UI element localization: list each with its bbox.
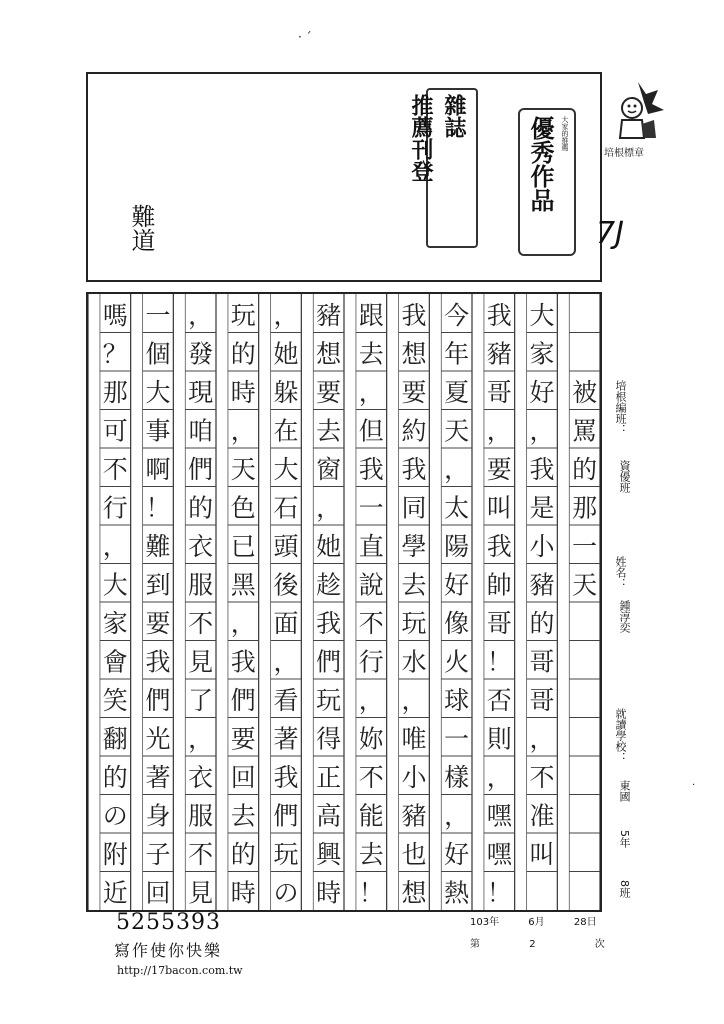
essay-char: 翻 xyxy=(102,724,128,754)
essay-char: 的 xyxy=(188,493,214,523)
essay-char: 妳 xyxy=(358,724,384,754)
essay-char: 咱 xyxy=(188,416,214,446)
slogan: 寫作使你快樂 xyxy=(114,941,223,960)
essay-char: 唯 xyxy=(401,724,427,754)
essay-char: 年 xyxy=(444,339,470,369)
essay-char: 服 xyxy=(188,801,214,831)
essay-char: 不 xyxy=(188,609,214,639)
excellent-stamp-side: 大家的推薦 xyxy=(561,116,569,151)
essay-char: 行 xyxy=(102,493,128,523)
essay-char: 的 xyxy=(529,609,555,639)
phone-number: 5255393 xyxy=(116,910,221,935)
essay-char: 火 xyxy=(444,647,470,677)
essay-char: 像 xyxy=(444,609,470,639)
writing-grid xyxy=(86,292,602,912)
essay-char: ！ xyxy=(486,878,512,908)
essay-char: 時 xyxy=(316,878,342,908)
essay-char: 頭 xyxy=(273,532,299,562)
school-label: 就讀學校： xyxy=(614,708,627,763)
essay-char: 哥 xyxy=(486,609,512,639)
essay-char: ！ xyxy=(486,647,512,677)
essay-char: 事 xyxy=(145,416,171,446)
essay-char: 想 xyxy=(316,339,342,369)
essay-char: 黑 xyxy=(230,570,256,600)
essay-char: 豬 xyxy=(401,801,427,831)
essay-char: 窗 xyxy=(316,455,342,485)
recommend-stamp-col-1: 雜誌 xyxy=(441,94,467,138)
essay-char: 發 xyxy=(188,339,214,369)
essay-char: 不 xyxy=(529,763,555,793)
essay-char: 被 xyxy=(572,378,598,408)
essay-char: 趁 xyxy=(316,570,342,600)
essay-char: 見 xyxy=(188,878,214,908)
essay-char: 夏 xyxy=(444,378,470,408)
essay-char: 會 xyxy=(102,647,128,677)
essay-char: 們 xyxy=(316,647,342,677)
essay-char: 豬 xyxy=(529,570,555,600)
essay-char: ， xyxy=(401,686,427,716)
essay-char: 後 xyxy=(273,570,299,600)
essay-char: ， xyxy=(188,301,214,331)
essay-char: 大 xyxy=(273,455,299,485)
essay-char: ， xyxy=(486,763,512,793)
essay-char: 要 xyxy=(145,609,171,639)
essay-char: ！ xyxy=(145,493,171,523)
essay-char: 正 xyxy=(316,763,342,793)
essay-char: 能 xyxy=(358,801,384,831)
essay-char: 行 xyxy=(358,647,384,677)
stray-mark: · xyxy=(692,780,696,791)
essay-char: 可 xyxy=(102,416,128,446)
essay-char: 服 xyxy=(188,570,214,600)
essay-char: 嘿 xyxy=(486,840,512,870)
essay-char: 大 xyxy=(145,378,171,408)
essay-char: 要 xyxy=(486,455,512,485)
essay-char: 難 xyxy=(145,532,171,562)
essay-char: 球 xyxy=(444,686,470,716)
essay-char: ， xyxy=(444,801,470,831)
essay-char: の xyxy=(102,801,128,831)
essay-char: 她 xyxy=(273,339,299,369)
essay-char: 在 xyxy=(273,416,299,446)
essay-char: 面 xyxy=(273,609,299,639)
essay-char: 哥 xyxy=(486,378,512,408)
essay-char: 罵 xyxy=(572,416,598,446)
essay-char: 我 xyxy=(145,647,171,677)
essay-char: 樣 xyxy=(444,763,470,793)
essay-char: 我 xyxy=(401,455,427,485)
essay-char: 們 xyxy=(230,686,256,716)
essay-char: ， xyxy=(444,455,470,485)
essay-char: 則 xyxy=(486,724,512,754)
essay-char: ， xyxy=(358,378,384,408)
excellent-work-stamp xyxy=(518,108,576,256)
essay-char: 們 xyxy=(145,686,171,716)
essay-char: 豬 xyxy=(486,339,512,369)
essay-char: 玩 xyxy=(273,840,299,870)
essay-char: 的 xyxy=(230,339,256,369)
essay-char: 衣 xyxy=(188,763,214,793)
page-prefix: 第 xyxy=(470,939,480,950)
essay-char: 是 xyxy=(529,493,555,523)
essay-char: ， xyxy=(230,416,256,446)
essay-char: 小 xyxy=(529,532,555,562)
score-mark: 7J xyxy=(596,216,624,251)
grid-svg xyxy=(88,294,600,910)
essay-char: ！ xyxy=(358,878,384,908)
essay-char: 水 xyxy=(401,647,427,677)
essay-char: 去 xyxy=(358,840,384,870)
essay-char: 去 xyxy=(358,339,384,369)
essay-char: ， xyxy=(529,724,555,754)
top-marks: · ´ xyxy=(298,30,312,44)
essay-char: 今 xyxy=(444,301,470,331)
essay-char: 哥 xyxy=(529,686,555,716)
essay-char: ， xyxy=(486,416,512,446)
excellent-stamp-main: 優秀作品 xyxy=(526,116,555,212)
essay-char: 嗎 xyxy=(102,301,128,331)
essay-char: 說 xyxy=(358,570,384,600)
essay-char: ， xyxy=(316,493,342,523)
essay-char: ， xyxy=(358,686,384,716)
essay-char: 見 xyxy=(188,647,214,677)
essay-char: 那 xyxy=(572,493,598,523)
essay-char: 嘿 xyxy=(486,801,512,831)
name-value: 鍾淳奕 xyxy=(618,600,631,633)
essay-char: の xyxy=(273,878,299,908)
essay-char: 天 xyxy=(230,455,256,485)
essay-char: 陽 xyxy=(444,532,470,562)
essay-char: 們 xyxy=(188,455,214,485)
essay-char: 叫 xyxy=(486,493,512,523)
essay-char: 天 xyxy=(572,570,598,600)
class-number: 8班 xyxy=(618,880,631,898)
essay-char: 要 xyxy=(316,378,342,408)
essay-char: 著 xyxy=(273,724,299,754)
page-number: 2 xyxy=(529,939,536,950)
essay-char: 我 xyxy=(316,609,342,639)
date-month: 6月 xyxy=(528,917,545,928)
essay-char: ， xyxy=(230,609,256,639)
essay-char: 大 xyxy=(102,570,128,600)
essay-char: 玩 xyxy=(230,301,256,331)
essay-char: 光 xyxy=(145,724,171,754)
essay-char: 色 xyxy=(230,493,256,523)
page-suffix: 次 xyxy=(594,939,605,950)
essay-char: ， xyxy=(273,301,299,331)
essay-char: 個 xyxy=(145,339,171,369)
essay-char: 我 xyxy=(486,532,512,562)
essay-char: 著 xyxy=(145,763,171,793)
essay-char: 高 xyxy=(316,801,342,831)
essay-char: 不 xyxy=(102,455,128,485)
page-row xyxy=(470,935,605,950)
essay-char: 去 xyxy=(230,801,256,831)
essay-char: 小 xyxy=(401,763,427,793)
essay-char: 去 xyxy=(316,416,342,446)
essay-char: 衣 xyxy=(188,532,214,562)
essay-char: 現 xyxy=(188,378,214,408)
essay-char: 叫 xyxy=(529,840,555,870)
essay-char: 天 xyxy=(444,416,470,446)
essay-char: 回 xyxy=(230,763,256,793)
essay-char: 玩 xyxy=(316,686,342,716)
essay-char: 要 xyxy=(230,724,256,754)
essay-char: 不 xyxy=(358,763,384,793)
essay-char: 近 xyxy=(102,878,128,908)
essay-char: 我 xyxy=(529,455,555,485)
recommend-stamp xyxy=(408,88,478,248)
essay-char: 回 xyxy=(145,878,171,908)
essay-char: 哥 xyxy=(529,647,555,677)
essay-char: 到 xyxy=(145,570,171,600)
essay-char: 的 xyxy=(102,763,128,793)
essay-char: 的 xyxy=(572,455,598,485)
essay-char: 已 xyxy=(230,532,256,562)
teacher-comment: 難道 xyxy=(127,204,155,252)
essay-char: 時 xyxy=(230,878,256,908)
essay-char: 豬 xyxy=(316,301,342,331)
essay-char: 那 xyxy=(102,378,128,408)
essay-char: 時 xyxy=(230,378,256,408)
essay-char: 同 xyxy=(401,493,427,523)
essay-char: 們 xyxy=(273,801,299,831)
essay-char: 興 xyxy=(316,840,342,870)
grade-value: 5年 xyxy=(618,830,631,848)
essay-char: 的 xyxy=(230,840,256,870)
essay-char: 我 xyxy=(273,763,299,793)
essay-char: 想 xyxy=(401,339,427,369)
date-year: 103年 xyxy=(470,917,500,928)
essay-char: 家 xyxy=(529,339,555,369)
essay-char: 大 xyxy=(529,301,555,331)
essay-char: 要 xyxy=(401,378,427,408)
essay-char: 一 xyxy=(358,493,384,523)
essay-char: ， xyxy=(188,724,214,754)
logo-caption: 培根標章 xyxy=(604,148,644,159)
essay-char: 想 xyxy=(401,878,427,908)
recommend-stamp-col-2: 推薦刊登 xyxy=(408,94,434,182)
student-info xyxy=(606,360,640,920)
essay-char: 她 xyxy=(316,532,342,562)
school-value: 東國 xyxy=(618,780,631,802)
essay-char: 但 xyxy=(358,416,384,446)
essay-char: 一 xyxy=(145,301,171,331)
essay-char: 子 xyxy=(145,840,171,870)
date-day: 28日 xyxy=(573,917,597,928)
essay-char: 笑 xyxy=(102,686,128,716)
essay-char: 准 xyxy=(529,801,555,831)
essay-char: 跟 xyxy=(358,301,384,331)
essay-char: 我 xyxy=(358,455,384,485)
essay-char: ， xyxy=(273,647,299,677)
essay-char: 身 xyxy=(145,801,171,831)
essay-char: 好 xyxy=(444,570,470,600)
name-label: 姓名： xyxy=(614,556,627,589)
essay-char: ， xyxy=(102,532,128,562)
essay-char: 了 xyxy=(188,686,214,716)
essay-char: 玩 xyxy=(401,609,427,639)
essay-char: 直 xyxy=(358,532,384,562)
essay-char: ？ xyxy=(102,339,128,369)
class-label: 培根編班： xyxy=(614,380,627,435)
essay-char: 一 xyxy=(444,724,470,754)
essay-char: 啊 xyxy=(145,455,171,485)
bacon-logo-icon xyxy=(608,80,668,150)
essay-char: 附 xyxy=(102,840,128,870)
essay-char: 帥 xyxy=(486,570,512,600)
essay-char: 我 xyxy=(230,647,256,677)
essay-char: 躲 xyxy=(273,378,299,408)
essay-char: 一 xyxy=(572,532,598,562)
essay-char: 好 xyxy=(529,378,555,408)
date-row xyxy=(470,913,597,928)
essay-char: 否 xyxy=(486,686,512,716)
essay-char: 不 xyxy=(188,840,214,870)
essay-char: 約 xyxy=(401,416,427,446)
essay-char: 熱 xyxy=(444,878,470,908)
essay-char: 不 xyxy=(358,609,384,639)
essay-char: 家 xyxy=(102,609,128,639)
essay-char: 去 xyxy=(401,570,427,600)
essay-char: 也 xyxy=(401,840,427,870)
essay-char: ， xyxy=(529,416,555,446)
essay-char: 得 xyxy=(316,724,342,754)
essay-char: 看 xyxy=(273,686,299,716)
essay-char: 學 xyxy=(401,532,427,562)
essay-char: 我 xyxy=(486,301,512,331)
essay-char: 好 xyxy=(444,840,470,870)
essay-char: 太 xyxy=(444,493,470,523)
website-url: http://17bacon.com.tw xyxy=(117,964,243,977)
class-value: 資優班 xyxy=(618,460,631,493)
essay-char: 我 xyxy=(401,301,427,331)
essay-char: 石 xyxy=(273,493,299,523)
